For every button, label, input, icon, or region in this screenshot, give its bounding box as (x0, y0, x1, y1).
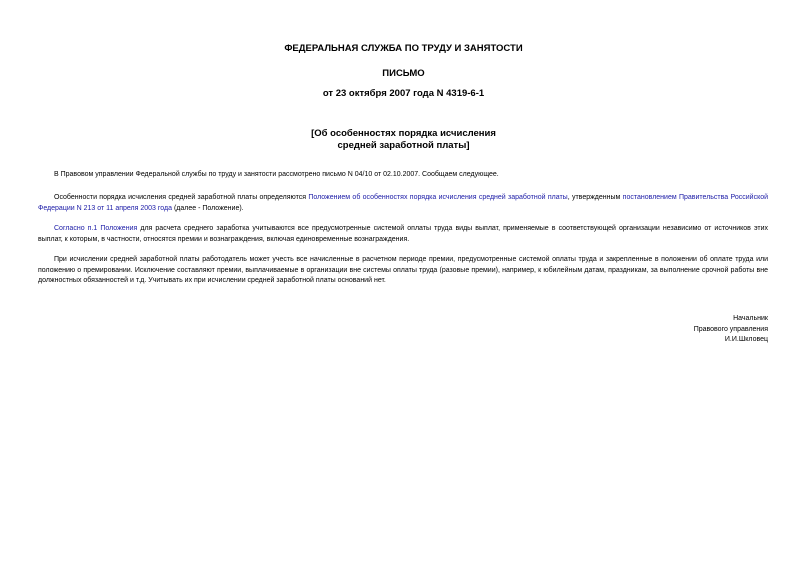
paragraph-3-text: для расчета среднего заработка учитываются все предусмотренные системой оплаты труда виды выплат, применяемые в соответствующей организации независимо от источников этих выплат, к которым, в частности, относятся премии и вознаграждения, включая единовременные вознаграждения. (38, 225, 769, 243)
paragraph-1: В Правовом управлении Федеральной службы по труду и занятости рассмотрено письмо N 04/10 от 02.10.2007. Сообщаем следующее. (54, 171, 499, 178)
government-decree-link[interactable]: постановлением Правительства Российской Федерации N 213 от 11 апреля 2003 года (38, 194, 769, 212)
signature-name: И.И.Шкловец (724, 336, 768, 343)
paragraph-3 (38, 224, 768, 245)
signature-block (694, 314, 768, 346)
signature-department: Правового управления (693, 325, 768, 333)
paragraph-2-text-a: Особенности порядка исчисления средней заработной платы определяются (54, 194, 309, 201)
document-type-heading: ПИСЬМО (382, 68, 425, 79)
regulation-link[interactable]: Положением об особенностях порядка исчисления средней заработной платы (308, 194, 568, 201)
document-date-number: от 23 октября 2007 года N 4319-6-1 (322, 88, 485, 99)
subject-line-1: [Об особенностях порядка исчисления (311, 128, 496, 139)
paragraph-2-text-c: (далее - Положение). (172, 204, 244, 212)
paragraph-4: При исчислении средней заработной платы работодатель может учесть все начисленные в расчетном периоде премии, предусмотренные системой оплаты труда и закрепленные в положении об оплате труда или положению о премировании. Исключение составляют премии, выплачиваемые в организации вне системы оплаты труда (разовые премии), например, к юбилейным датам, праздникам, за выполнение срочной работы вне должностных обязанностей и т.д. Учитывать их при исчислении средней заработной платы оснований нет. (38, 256, 768, 284)
signature-title: Начальник (733, 315, 768, 322)
paragraph-2-text-b: , утвержденным (567, 194, 623, 201)
regulation-clause-1-link[interactable]: Согласно п.1 Положения (54, 225, 138, 232)
document-subject (0, 128, 807, 152)
subject-line-2: средней заработной платы] (337, 140, 470, 151)
paragraph-2 (38, 193, 768, 214)
agency-heading: ФЕДЕРАЛЬНАЯ СЛУЖБА ПО ТРУДУ И ЗАНЯТОСТИ (284, 43, 523, 54)
